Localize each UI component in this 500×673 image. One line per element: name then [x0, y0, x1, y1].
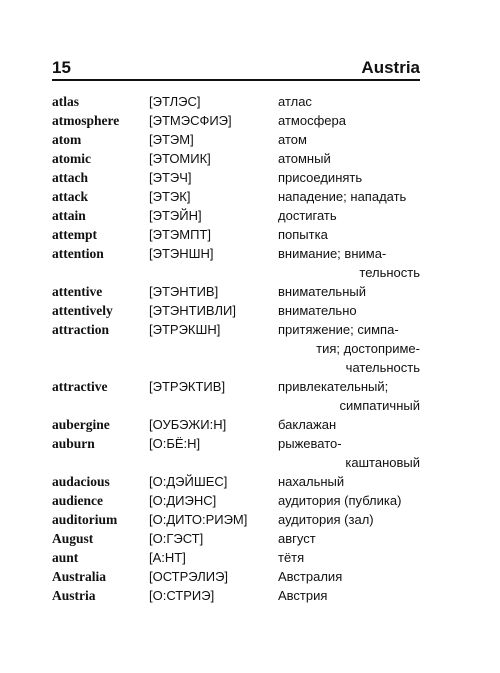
- transcription: [О:ДИЭНС]: [149, 493, 217, 508]
- dictionary-entry: [52, 111, 432, 130]
- headword: August: [52, 531, 94, 546]
- dictionary-entry: [52, 586, 432, 605]
- dictionary-entry: [52, 301, 432, 320]
- dictionary-entry: [52, 415, 432, 434]
- headword: attractive: [52, 379, 108, 394]
- translation: [278, 320, 420, 377]
- transcription: [А:НТ]: [149, 550, 186, 565]
- translation-line: Австрия: [278, 588, 328, 603]
- translation-line: привлекательный;: [278, 379, 389, 394]
- transcription: [ОУБЭЖИ:Н]: [149, 417, 227, 432]
- entries-list: [52, 92, 432, 605]
- headword: attain: [52, 208, 86, 223]
- translation-line: баклажан: [278, 417, 337, 432]
- transcription: [ЭТЭНШН]: [149, 246, 214, 261]
- translation-line: Австралия: [278, 569, 343, 584]
- dictionary-entry: [52, 491, 432, 510]
- transcription: [ЭТОМИК]: [149, 151, 211, 166]
- translation: [278, 510, 420, 529]
- translation-line: внимательный: [278, 284, 366, 299]
- transcription: [ЭТМЭСФИЭ]: [149, 113, 232, 128]
- dictionary-entry: [52, 377, 432, 415]
- transcription: [О:ДЭЙШЕС]: [149, 474, 228, 489]
- dictionary-entry: [52, 434, 432, 472]
- translation: [278, 282, 420, 301]
- translation-line: август: [278, 531, 316, 546]
- translation: [278, 415, 420, 434]
- translation: [278, 92, 420, 111]
- transcription: [О:БЁ:Н]: [149, 436, 201, 451]
- transcription: [ОСТРЭЛИЭ]: [149, 569, 229, 584]
- dictionary-entry: [52, 282, 432, 301]
- translation: [278, 149, 420, 168]
- headword: attentively: [52, 303, 113, 318]
- translation-line: аудитория (публика): [278, 493, 402, 508]
- translation: [278, 244, 420, 282]
- headword: attraction: [52, 322, 109, 337]
- transcription: [ЭТЭЧ]: [149, 170, 192, 185]
- headword: aunt: [52, 550, 79, 565]
- dictionary-entry: [52, 244, 432, 282]
- headword: Australia: [52, 569, 106, 584]
- headword: audience: [52, 493, 104, 508]
- dictionary-entry: [52, 92, 432, 111]
- translation-line: чательность: [345, 360, 420, 375]
- translation-line: присоединять: [278, 170, 363, 185]
- headword: audacious: [52, 474, 110, 489]
- dictionary-entry: [52, 548, 432, 567]
- translation: [278, 206, 420, 225]
- transcription: [О:ДИТО:РИЭМ]: [149, 512, 248, 527]
- transcription: [ЭТЭМ]: [149, 132, 194, 147]
- translation: [278, 130, 420, 149]
- transcription: [ЭТЭК]: [149, 189, 191, 204]
- translation-line: атмосфера: [278, 113, 346, 128]
- header-rule: [52, 79, 420, 81]
- translation-line: атомный: [278, 151, 331, 166]
- dictionary-entry: [52, 187, 432, 206]
- translation-line: внимание; внима-: [278, 246, 387, 261]
- translation: [278, 529, 420, 548]
- dictionary-entry: [52, 320, 432, 377]
- translation: [278, 301, 420, 320]
- page-number: 15: [52, 58, 71, 77]
- translation-line: нахальный: [278, 474, 345, 489]
- headword: attack: [52, 189, 88, 204]
- translation: [278, 168, 420, 187]
- headword: attempt: [52, 227, 97, 242]
- translation: [278, 225, 420, 244]
- translation-line: атлас: [278, 94, 312, 109]
- headword: aubergine: [52, 417, 110, 432]
- dictionary-entry: [52, 225, 432, 244]
- translation-line: тётя: [278, 550, 305, 565]
- transcription: [ЭТЭЙН]: [149, 208, 202, 223]
- headword: atom: [52, 132, 82, 147]
- translation: [278, 434, 420, 472]
- translation: [278, 548, 420, 567]
- dictionary-entry: [52, 472, 432, 491]
- translation-line: тия; достоприме-: [316, 341, 420, 356]
- translation-line: симпатичный: [339, 398, 420, 413]
- headword: atomic: [52, 151, 91, 166]
- translation: [278, 187, 420, 206]
- transcription: [ЭТЭМПТ]: [149, 227, 211, 242]
- page-header: [52, 58, 420, 80]
- translation-line: тельность: [359, 265, 420, 280]
- transcription: [ЭТЭНТИВ]: [149, 284, 219, 299]
- translation: [278, 111, 420, 130]
- headword: atlas: [52, 94, 79, 109]
- transcription: [ЭТЛЭС]: [149, 94, 201, 109]
- translation-line: нападение; нападать: [278, 189, 407, 204]
- translation: [278, 491, 420, 510]
- translation-line: атом: [278, 132, 307, 147]
- transcription: [ЭТРЭКШН]: [149, 322, 221, 337]
- translation-line: достигать: [278, 208, 337, 223]
- translation-line: попытка: [278, 227, 328, 242]
- headword: atmosphere: [52, 113, 120, 128]
- translation-line: притяжение; симпа-: [278, 322, 399, 337]
- translation-line: рыжевато-: [278, 436, 342, 451]
- dictionary-entry: [52, 567, 432, 586]
- headword: attach: [52, 170, 88, 185]
- translation-line: внимательно: [278, 303, 357, 318]
- translation: [278, 567, 420, 586]
- dictionary-entry: [52, 168, 432, 187]
- headword: attentive: [52, 284, 103, 299]
- translation: [278, 377, 420, 415]
- running-head: Austria: [361, 58, 420, 77]
- transcription: [ЭТЭНТИВЛИ]: [149, 303, 236, 318]
- dictionary-entry: [52, 510, 432, 529]
- headword: auburn: [52, 436, 95, 451]
- dictionary-entry: [52, 149, 432, 168]
- headword: auditorium: [52, 512, 118, 527]
- transcription: [О:ГЭСТ]: [149, 531, 204, 546]
- dictionary-entry: [52, 206, 432, 225]
- translation: [278, 472, 420, 491]
- translation-line: каштановый: [345, 455, 420, 470]
- transcription: [ЭТРЭКТИВ]: [149, 379, 226, 394]
- headword: Austria: [52, 588, 96, 603]
- transcription: [О:СТРИЭ]: [149, 588, 215, 603]
- translation-line: аудитория (зал): [278, 512, 374, 527]
- dictionary-entry: [52, 130, 432, 149]
- translation: [278, 586, 420, 605]
- dictionary-entry: [52, 529, 432, 548]
- headword: attention: [52, 246, 104, 261]
